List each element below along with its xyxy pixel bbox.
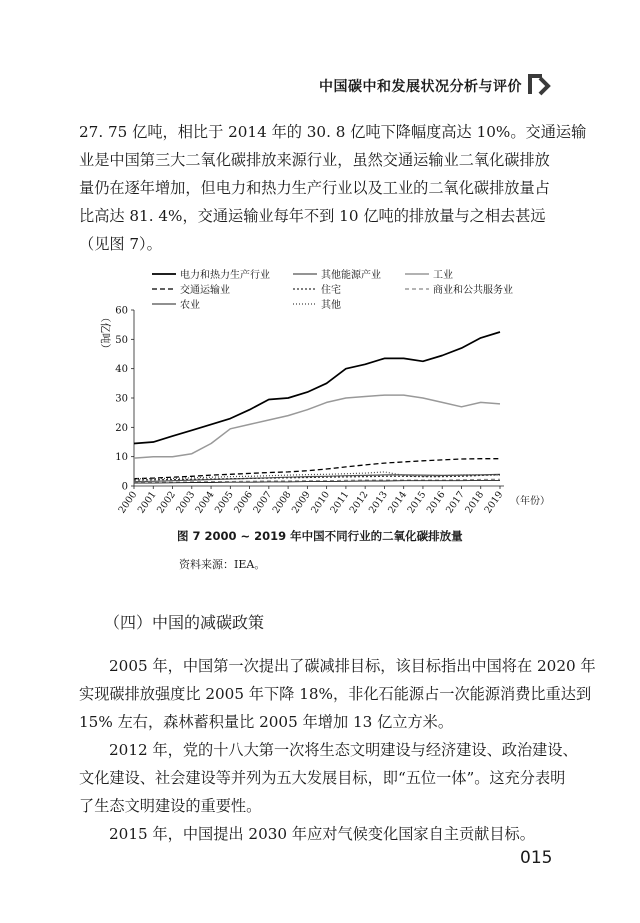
x-tick-label: 2014 <box>386 489 410 516</box>
text-line: 比高达 81. 4%，交通运输业每年不到 10 亿吨的排放量与之相去甚远 <box>79 207 546 225</box>
y-tick-label: 40 <box>115 364 128 376</box>
legend-label: 工业 <box>433 270 453 281</box>
legend-label: 住宅 <box>321 285 341 296</box>
chevron-logo-icon <box>526 68 558 100</box>
legend-label: 交通运输业 <box>180 285 230 296</box>
text-line: 15% 左右，森林蓄积量比 2005 年增加 13 亿立方米。 <box>79 713 454 731</box>
x-tick-label: 2015 <box>405 489 429 516</box>
x-tick-label: 2012 <box>347 489 371 516</box>
y-axis-label: （亿吨） <box>99 312 111 354</box>
y-tick-label: 60 <box>115 305 128 317</box>
series-line <box>134 332 500 444</box>
x-tick-label: 2009 <box>289 489 313 516</box>
text-line: 27. 75 亿吨，相比于 2014 年的 30. 8 亿吨下降幅度高达 10%。交通运输 <box>79 123 587 141</box>
x-tick-label: 2011 <box>328 489 352 516</box>
x-tick-label: 2005 <box>212 489 236 516</box>
x-axis-label: （年份） <box>510 496 550 507</box>
text-line: 2012 年，党的十八大第一次将生态文明建设与经济建设、政治建设、 <box>109 741 578 759</box>
legend-label: 商业和公共服务业 <box>433 285 513 296</box>
legend-label: 电力和热力生产行业 <box>180 270 270 281</box>
x-tick-label: 2001 <box>135 489 159 516</box>
figure-caption: 图 7 2000 ~ 2019 年中国不同行业的二氧化碳排放量 <box>177 529 463 543</box>
running-header-title: 中国碳中和发展状况分析与评价 <box>319 79 522 95</box>
y-tick-label: 0 <box>121 481 128 493</box>
x-tick-label: 2016 <box>424 489 448 516</box>
legend-label: 其他能源产业 <box>321 270 381 281</box>
x-tick-label: 2006 <box>232 489 256 516</box>
y-tick-label: 50 <box>115 334 128 346</box>
text-line: 业是中国第三大二氧化碳排放来源行业，虽然交通运输业二氧化碳排放 <box>79 151 550 169</box>
text-line: 文化建设、社会建设等并列为五大发展目标，即“五位一体”。这充分表明 <box>79 769 566 787</box>
y-tick-label: 20 <box>115 422 128 434</box>
y-tick-label: 10 <box>115 452 128 464</box>
text-line: 实现碳排放强度比 2005 年下降 18%，非化石能源占一次能源消费比重达到 <box>79 685 592 703</box>
x-tick-label: 2007 <box>251 489 275 516</box>
x-tick-label: 2008 <box>270 489 294 516</box>
x-tick-label: 2019 <box>482 489 506 516</box>
policy-paragraph-2012 <box>79 736 578 820</box>
text-line: 量仍在逐年增加，但电力和热力生产行业以及工业的二氧化碳排放量占 <box>79 179 550 197</box>
policy-paragraph-2005 <box>79 652 596 736</box>
series-line <box>134 395 500 458</box>
legend-label: 其他 <box>321 300 341 311</box>
y-tick-label: 30 <box>115 393 128 405</box>
x-tick-label: 2013 <box>366 489 390 516</box>
policy-paragraph-2015 <box>79 820 561 848</box>
text-line: 了生态文明建设的重要性。 <box>79 797 262 815</box>
text-line: 2005 年，中国第一次提出了碳减排目标，该目标指出中国将在 2020 年 <box>109 657 596 675</box>
text-line: （见图 7）。 <box>79 235 162 253</box>
page-number: 015 <box>520 848 553 868</box>
figure-source: 资料来源：IEA。 <box>179 558 266 571</box>
x-tick-label: 2000 <box>116 489 140 516</box>
section-heading: （四）中国的减碳政策 <box>104 613 265 632</box>
intro-paragraph <box>79 118 587 258</box>
x-tick-label: 2003 <box>174 489 198 516</box>
x-tick-label: 2018 <box>463 489 487 516</box>
emissions-line-chart <box>90 262 550 522</box>
x-tick-label: 2002 <box>155 489 178 516</box>
x-tick-label: 2010 <box>309 489 333 516</box>
x-tick-label: 2017 <box>444 489 467 516</box>
text-line: 2015 年，中国提出 2030 年应对气候变化国家自主贡献目标。 <box>109 825 535 843</box>
legend-label: 农业 <box>180 300 200 311</box>
x-tick-label: 2004 <box>193 489 217 516</box>
